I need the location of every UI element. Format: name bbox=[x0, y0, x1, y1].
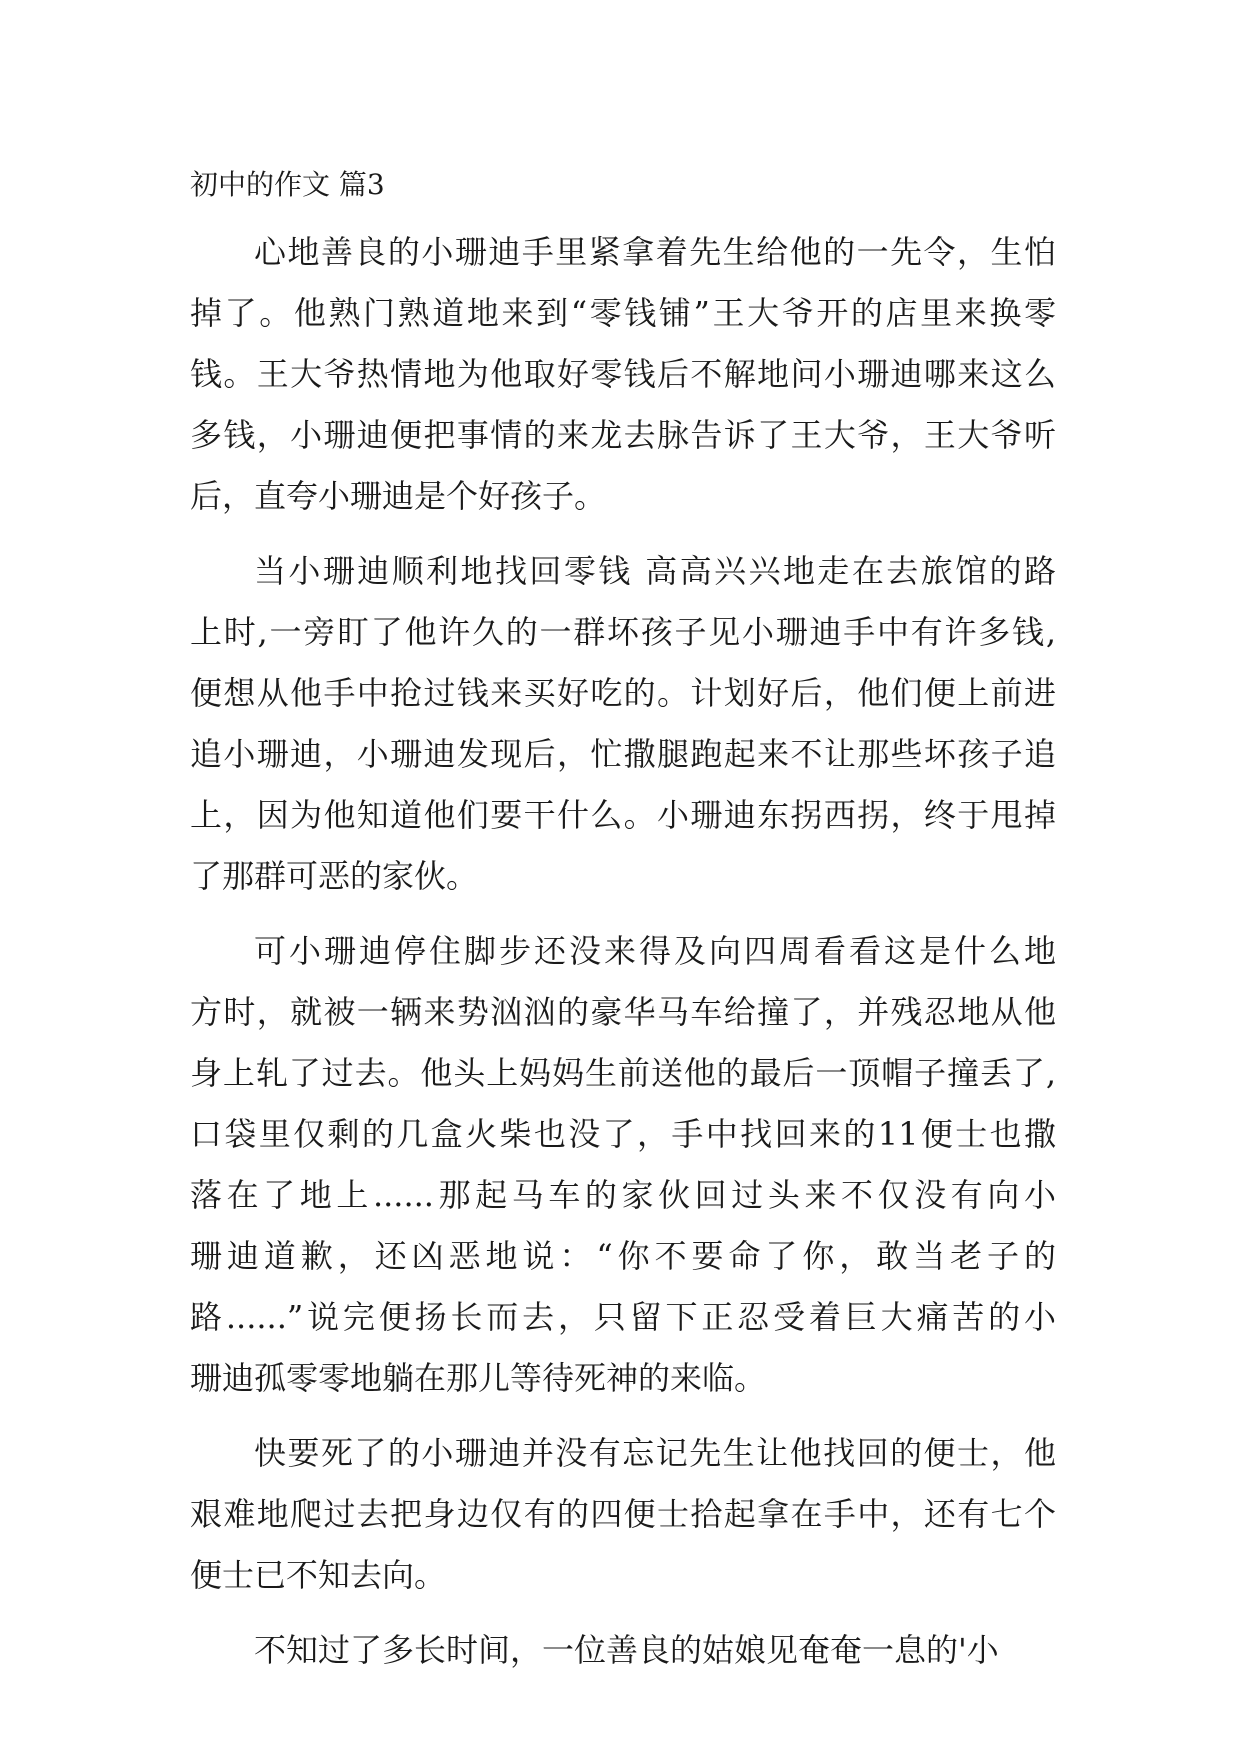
text-line: 身上轧了过去。他头上妈妈生前送他的最后一顶帽子撞丢了, bbox=[190, 1054, 1056, 1092]
text-line: 心地善良的小珊迪手里紧拿着先生给他的一先令，生怕 bbox=[254, 233, 1056, 271]
text-line: 艰难地爬过去把身边仅有的四便士拾起拿在手中，还有七个 bbox=[190, 1495, 1056, 1533]
text-line: 了那群可恶的家伙。 bbox=[190, 857, 479, 895]
text-line: 路......”说完便扬长而去，只留下正忍受着巨大痛苦的小 bbox=[190, 1298, 1056, 1336]
text-line: 便士已不知去向。 bbox=[190, 1556, 447, 1594]
text-line: 钱。王大爷热情地为他取好零钱后不解地问小珊迪哪来这么 bbox=[190, 355, 1056, 393]
text-line: 便想从他手中抢过钱来买好吃的。计划好后，他们便上前进 bbox=[190, 674, 1056, 712]
page-title: 初中的作文 篇3 bbox=[190, 168, 385, 201]
text-line: 后，直夸小珊迪是个好孩子。 bbox=[190, 477, 607, 515]
text-line: 方时，就被一辆来势汹汹的豪华马车给撞了，并残忍地从他 bbox=[190, 993, 1056, 1031]
paragraph bbox=[190, 222, 1056, 527]
paragraph bbox=[190, 921, 1056, 1409]
text-line: 快要死了的小珊迪并没有忘记先生让他找回的便士，他 bbox=[254, 1434, 1056, 1472]
text-line: 珊迪道歉，还凶恶地说：“你不要命了你，敢当老子的 bbox=[190, 1237, 1056, 1275]
text-line: 追小珊迪，小珊迪发现后，忙撒腿跑起来不让那些坏孩子追 bbox=[190, 735, 1056, 773]
text-line: 多钱，小珊迪便把事情的来龙去脉告诉了王大爷，王大爷听 bbox=[190, 416, 1056, 454]
paragraph bbox=[190, 1620, 1056, 1681]
paragraph bbox=[190, 1423, 1056, 1606]
text-line: 掉了。他熟门熟道地来到“零钱铺”王大爷开的店里来换零 bbox=[190, 294, 1056, 332]
text-line: 口袋里仅剩的几盒火柴也没了，手中找回来的11便士也撒 bbox=[190, 1115, 1056, 1153]
text-line: 珊迪孤零零地躺在那儿等待死神的来临。 bbox=[190, 1359, 767, 1397]
text-line: 上时,一旁盯了他许久的一群坏孩子见小珊迪手中有许多钱, bbox=[190, 613, 1056, 651]
text-line: 上，因为他知道他们要干什么。小珊迪东拐西拐，终于甩掉 bbox=[190, 796, 1056, 834]
text-line: 不知过了多长时间，一位善良的姑娘见奄奄一息的'小 bbox=[254, 1631, 999, 1669]
paragraph bbox=[190, 541, 1056, 907]
text-line: 当小珊迪顺利地找回零钱 高高兴兴地走在去旅馆的路 bbox=[254, 552, 1056, 590]
essay-body bbox=[190, 222, 1056, 1695]
text-line: 可小珊迪停住脚步还没来得及向四周看看这是什么地 bbox=[254, 932, 1056, 970]
text-line: 落在了地上......那起马车的家伙回过头来不仅没有向小 bbox=[190, 1176, 1056, 1214]
